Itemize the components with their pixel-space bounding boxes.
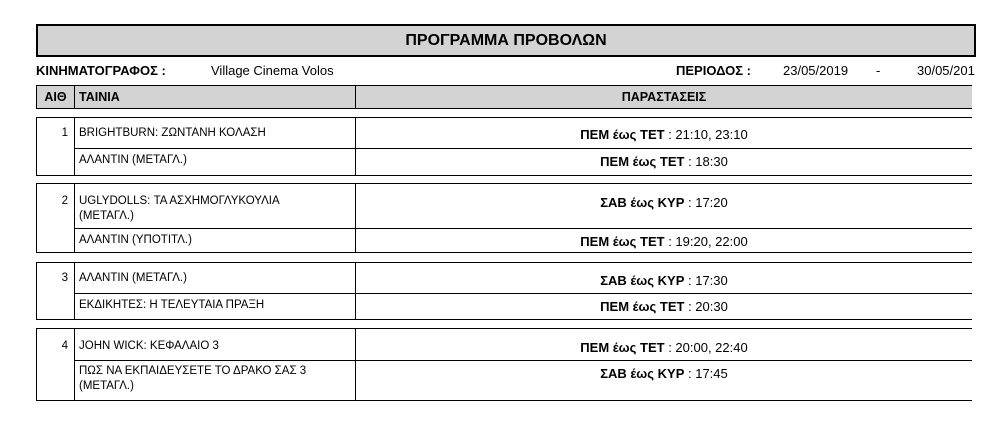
column-header-hall — [36, 85, 74, 109]
column-header-hall-text: ΑΙΘ — [44, 90, 67, 104]
divider — [74, 117, 75, 176]
divider — [74, 328, 75, 401]
divider — [74, 228, 972, 229]
column-header-movie-text: ΤΑΙΝΙΑ — [79, 90, 120, 104]
showtimes — [356, 154, 972, 169]
cinema-label: ΚΙΝΗΜΑΤΟΓΡΑΦΟΣ : — [36, 63, 166, 78]
period-from: 23/05/2019 — [783, 63, 849, 78]
divider — [74, 148, 972, 149]
showtimes — [356, 127, 972, 142]
show-times: : 17:20 — [684, 195, 728, 210]
hall-number: 1 — [61, 127, 68, 139]
period-to: 30/05/201 — [917, 63, 975, 78]
show-times: : 18:30 — [684, 154, 728, 169]
show-days: ΠΕΜ έως ΤΕΤ — [580, 234, 665, 249]
period-dash: - — [876, 63, 881, 78]
show-days: ΣΑΒ έως ΚΥΡ — [600, 195, 685, 210]
show-times: : 19:20, 22:00 — [664, 234, 748, 249]
movie-title: ΕΚΔΙΚΗΤΕΣ: Η ΤΕΛΕΥΤΑΙΑ ΠΡΑΞΗ — [79, 299, 265, 311]
divider — [74, 262, 75, 320]
divider — [74, 183, 75, 253]
showtimes — [356, 299, 972, 314]
show-days: ΣΑΒ έως ΚΥΡ — [600, 273, 685, 288]
movie-title: ΑΛΑΝΤΙΝ (ΜΕΤΑΓΛ.) — [79, 272, 187, 284]
showtimes — [356, 234, 972, 249]
show-times: : 20:30 — [684, 299, 728, 314]
movie-title: BRIGHTBURN: ΖΩΝΤΑΝΗ ΚΟΛΑΣΗ — [79, 127, 266, 139]
divider — [74, 360, 972, 361]
show-times: : 17:45 — [684, 366, 728, 381]
movie-title: UGLYDOLLS: ΤΑ ΑΣΧΗΜΟΓΛΥΚΟΥΛΙΑ (ΜΕΤΑΓΛ.) — [79, 195, 280, 222]
hall-number: 2 — [61, 195, 68, 207]
page-title — [36, 24, 976, 57]
column-header-movie — [74, 85, 356, 109]
divider — [74, 293, 972, 294]
movie-title: JOHN WICK: ΚΕΦΑΛΑΙΟ 3 — [79, 340, 219, 352]
hall-number: 4 — [61, 340, 68, 352]
title-text: ΠΡΟΓΡΑΜΜΑ ΠΡΟΒΟΛΩΝ — [405, 31, 607, 49]
movie-title: ΑΛΑΝΤΙΝ (ΥΠΟΤΙΤΛ.) — [79, 234, 192, 246]
column-header-shows-text: ΠΑΡΑΣΤΑΣΕΙΣ — [621, 90, 707, 104]
column-header-shows — [355, 85, 972, 109]
showtimes — [356, 273, 972, 288]
show-times: : 20:00, 22:40 — [664, 340, 748, 355]
show-days: ΣΑΒ έως ΚΥΡ — [600, 366, 685, 381]
show-days: ΠΕΜ έως ΤΕΤ — [600, 154, 685, 169]
cinema-name: Village Cinema Volos — [211, 63, 334, 78]
show-days: ΠΕΜ έως ΤΕΤ — [600, 299, 685, 314]
show-days: ΠΕΜ έως ΤΕΤ — [580, 340, 665, 355]
period-label: ΠΕΡΙΟΔΟΣ : — [676, 63, 751, 78]
showtimes — [356, 366, 972, 381]
hall-number: 3 — [61, 272, 68, 284]
movie-title: ΑΛΑΝΤΙΝ (ΜΕΤΑΓΛ.) — [79, 154, 187, 166]
show-times: : 17:30 — [684, 273, 728, 288]
show-times: : 21:10, 23:10 — [664, 127, 748, 142]
showtimes — [356, 340, 972, 355]
divider — [355, 328, 356, 401]
show-days: ΠΕΜ έως ΤΕΤ — [580, 127, 665, 142]
movie-title: ΠΩΣ ΝΑ ΕΚΠΑΙΔΕΥΣΕΤΕ ΤΟ ΔΡΑΚΟ ΣΑΣ 3 (ΜΕΤΑΓΛ.) — [79, 365, 307, 392]
showtimes — [356, 195, 972, 210]
